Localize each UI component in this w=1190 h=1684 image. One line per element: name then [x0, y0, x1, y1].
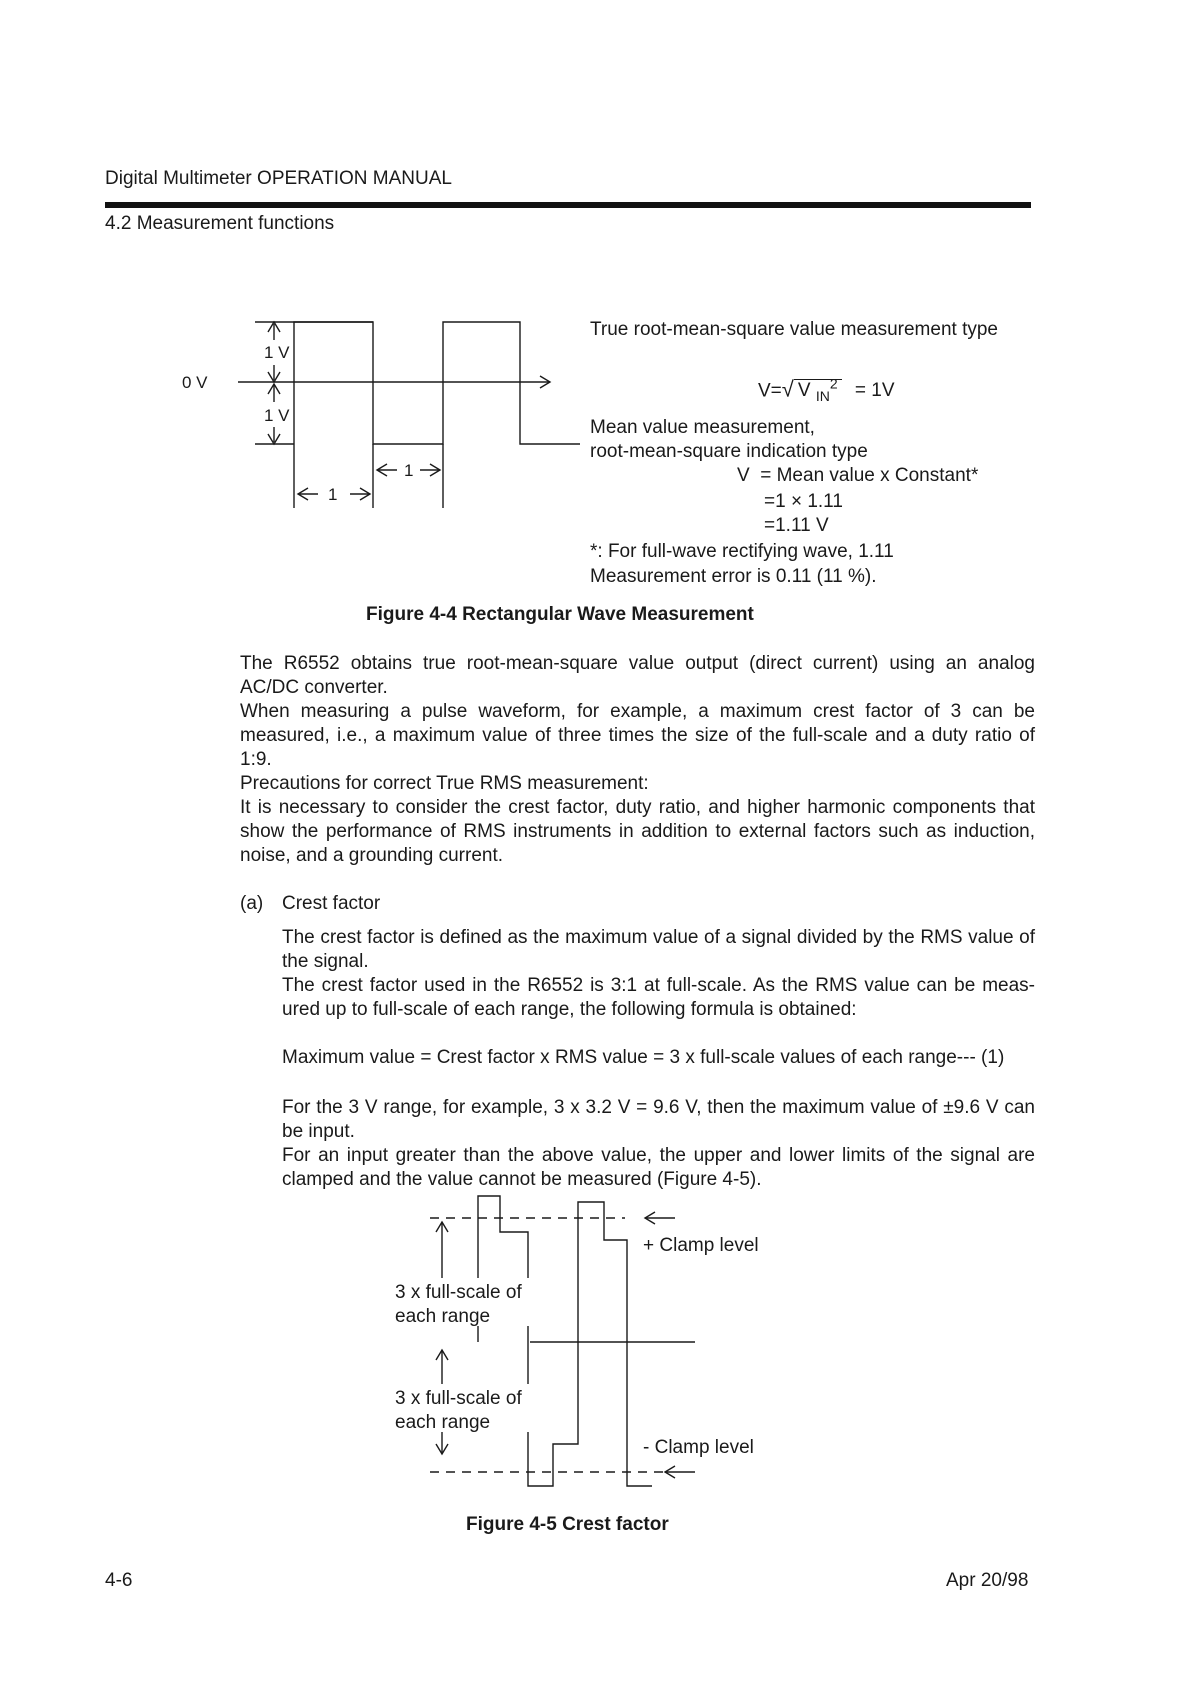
formula-sup: 2 — [829, 376, 838, 392]
item-a-title: Crest factor — [282, 893, 381, 914]
crest-paragraph-2: The crest factor used in the R6552 is 3:1 at full-scale. As the RMS value can be meas-ured up to full-scale of each range, the following formula is obtained: — [282, 975, 1035, 1020]
rectangular-wave-diagram — [170, 310, 590, 520]
paragraph-1: The R6552 obtains true root-mean-square value output (direct current) using an analog AC/DC converter. — [240, 653, 1035, 698]
formula-rhs: = 1V — [854, 380, 895, 402]
mean-formula-2: =1 × 1.11 — [764, 491, 843, 512]
crest-paragraph-1: The crest factor is defined as the maximum value of a signal divided by the RMS value of the signal. — [282, 927, 1035, 972]
upper-range-line-1: 3 x full-scale of — [395, 1282, 522, 1303]
note-line-2: Measurement error is 0.11 (11 %). — [590, 566, 877, 587]
formula-sub: IN — [815, 388, 830, 405]
mean-formula-3: =1.11 V — [764, 515, 829, 536]
figure-4-5-caption: Figure 4-5 Crest factor — [466, 1514, 669, 1535]
header-rule — [105, 202, 1031, 208]
mean-line-2: root-mean-square indication type — [590, 441, 868, 462]
paragraph-2: When measuring a pulse waveform, for example, a maximum crest factor of 3 can be measured, i.e., a maximum value of three times the size of the full-scale and a duty ratio of 1:9. — [240, 701, 1035, 770]
page-number: 4-6 — [105, 1570, 133, 1591]
sqrt-icon: √ — [781, 376, 794, 402]
mean-formula-1: V = Mean value x Constant* — [737, 465, 979, 486]
true-rms-title: True root-mean-square value measurement type — [590, 319, 998, 340]
body-text — [240, 652, 1035, 868]
one-volt-bottom-label: 1 V — [264, 406, 290, 425]
crest-example-text — [282, 1096, 1035, 1192]
paragraph-4: It is necessary to consider the crest factor, duty ratio, and higher harmonic components that show the performance of RMS instruments in addition to external factors such as induction, noise, and a grounding current. — [240, 797, 1035, 866]
section-title: 4.2 Measurement functions — [105, 213, 335, 234]
upper-range-line-2: each range — [395, 1306, 491, 1327]
formula-radicand — [794, 376, 842, 405]
true-rms-formula — [758, 372, 895, 408]
paragraph-3: Precautions for correct True RMS measurement: — [240, 773, 649, 794]
rectangular-wave — [294, 322, 580, 444]
plus-clamp-label: + Clamp level — [643, 1235, 759, 1256]
formula-v: V — [797, 380, 811, 402]
formula-lhs: V= — [758, 380, 782, 402]
note-line-1: *: For full-wave rectifying wave, 1.11 — [590, 541, 894, 562]
crest-paragraph-3: For the 3 V range, for example, 3 x 3.2 V = 9.6 V, then the maximum value of ±9.6 V can be input. — [282, 1097, 1035, 1142]
zero-volt-label: 0 V — [182, 373, 208, 392]
revision-date: Apr 20/98 — [946, 1570, 1029, 1591]
minus-clamp-label: - Clamp level — [643, 1437, 754, 1458]
lower-range-line-2: each range — [395, 1412, 491, 1433]
manual-title: Digital Multimeter OPERATION MANUAL — [105, 168, 452, 189]
figure-4-4-caption: Figure 4-4 Rectangular Wave Measurement — [366, 604, 754, 625]
mean-line-1: Mean value measurement, — [590, 417, 815, 438]
width-label-b: 1 — [404, 461, 414, 480]
lower-range-line-1: 3 x full-scale of — [395, 1388, 522, 1409]
crest-factor-text — [282, 926, 1035, 1022]
crest-paragraph-4: For an input greater than the above value, the upper and lower limits of the signal are clamped and the value cannot be measured (Figure 4-5). — [282, 1145, 1035, 1190]
item-a-label: (a) — [240, 893, 264, 914]
crest-formula: Maximum value = Crest factor x RMS value = 3 x full-scale values of each range--- (1) — [282, 1047, 1005, 1068]
width-label-a: 1 — [328, 485, 338, 504]
one-volt-top-label: 1 V — [264, 343, 290, 362]
